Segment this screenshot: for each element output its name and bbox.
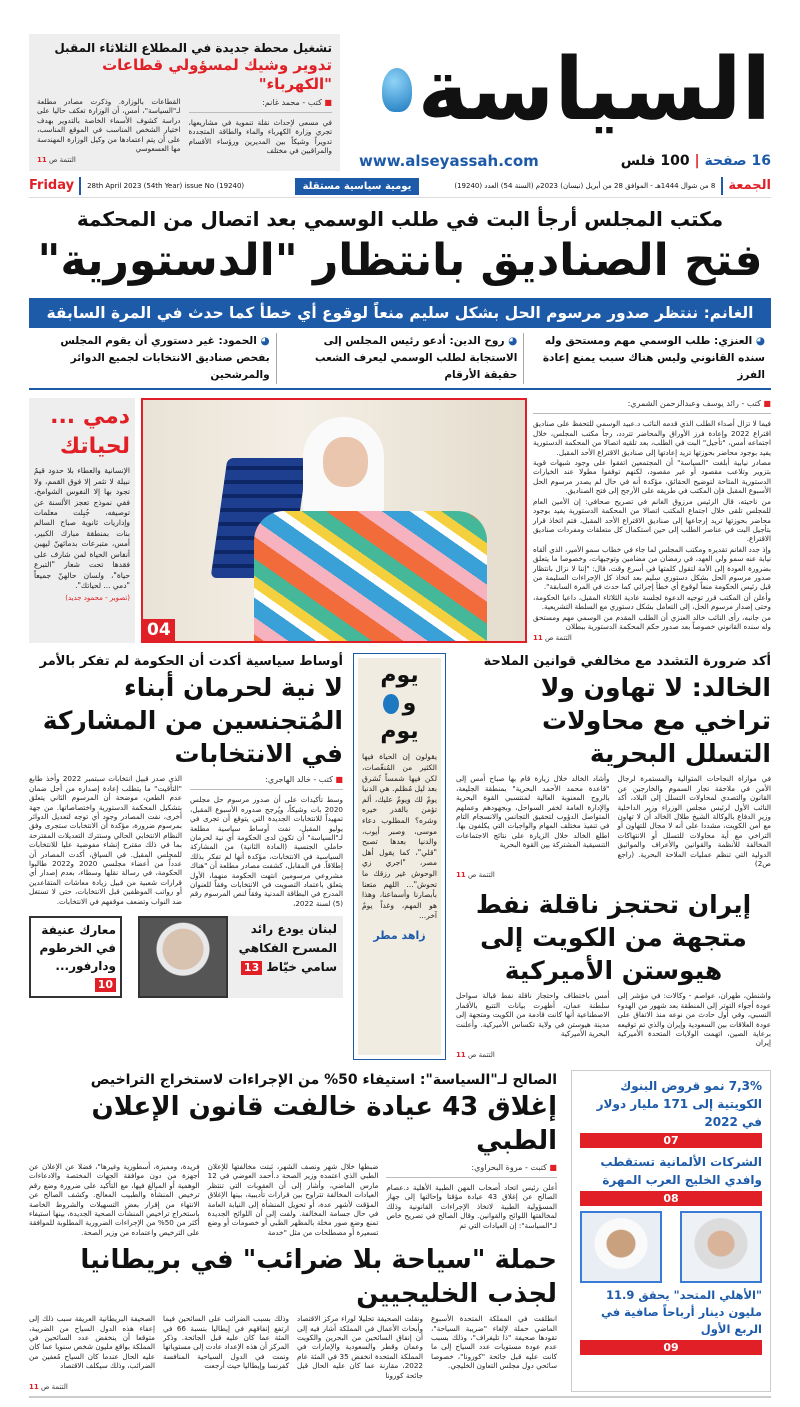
cont-label: التتمة ص: [467, 1050, 495, 1059]
site-url[interactable]: www.alseyassah.com: [359, 152, 539, 171]
left-column: [29, 653, 343, 1060]
tourism-col: الصحيفة البريطانية العريقة سبب ذلك إلى إعفاء هذه الدول السياح من الضريبة، متوقعا أن ينخفض عدد السائحين في المملكة بواقع مليون شخص سنويا عما كان عليه الحال عندما كان السياح مُعفين من الضرائب، وذلك سيكلف الاقتصاد: [29, 1314, 155, 1371]
promo-col2: القطاعات بالوزارة. وذكرت مصادر مطلعة لـ"السياسة"، أمس، أن الوزارة تعكف حاليا على دراسة كشوف الأسماء الخاصة بالتدوير بهدف اختيار الشخص المناسب في الموقع المناسب، على أن يتم اعتمادها من وكيل الوزارة المهندسة مها العسعوسي: [37, 97, 181, 154]
logo[interactable]: [359, 34, 771, 146]
day-english: Friday: [29, 177, 81, 195]
iran-col1: واشنطن، طهران، عواصم - وكالات: في مؤشر إلى عودة أجواء التوتر إلى المنطقة بعد شهور من الهدوء النسبي، وفي أول حادث من نوعه منذ الاتفاق على عودة العلاقات بين السعودية وإيران والذي تم توقيعه برعاية الصين، اتهمت الولايات المتحدة الأميركية إيران: [617, 991, 771, 1048]
naturalized-kicker: أوساط سياسية أكدت أن الحكومة لم تفكر بالأمر: [39, 654, 343, 670]
teaser-label: لبنان يودع رائد المسرح الفكاهي سامي خيّاط: [238, 922, 337, 975]
price: 100 فلس: [620, 153, 690, 170]
naturalized-byline: ■ كتب - خالد الهاجري:: [190, 774, 343, 786]
cont-page: 11: [456, 1050, 466, 1059]
clinics-col1: أعلن رئيس اتحاد أصحاب المهن الطبية الأهلية د.عصام الصالح عن إغلاق 43 عيادة مؤقتا وإحالتها إلى جهاز المسؤولية الطبية لاتخاذ الإجراءات القانونية وذلك لمخالفتها اللوائح والقوانين. وقال الصالح في تصريح خاص لـ"السياسة": إن العيادات التي تم: [386, 1182, 557, 1230]
falcon-emblem-icon: [382, 68, 412, 112]
iran-columns: [456, 991, 771, 1047]
lead-body: [533, 419, 771, 631]
teaser-lebanon[interactable]: [138, 916, 343, 998]
promo-box: [29, 34, 340, 171]
naturalized-col1: وسط تأكيدات على أن صدور مرسوم حل مجلس 2020 بات وشيكاً، ويُرجح صدوره الأسبوع المقبل، تمهيداً للانتخابات الجديدة التي يتوقع أن تجرى في يوليو المقبل، نفت أوساط سياسية مطلعة لـ"السياسة" أن تكون لدى الحكومة أي نية لحرمان حاملي الجنسية (المادة الثانية) من المشاركة السياسية في الانتخابات، مؤكدة أنها لم تفكر بذلك إطلاقاً. في المقابل، كشفت مصادر مطلعة أن "هناك مشروعي مرسومين انتهت الحكومة منهما، الأول يتعلق باعتماد التصويت في الانتخابات وفقاً للعنوان المدرج في البطاقة المدنية وفقاً لنص المرسوم رقم (5) لسنة 2022،: [190, 795, 343, 908]
cont-label: التتمة ص: [544, 634, 572, 643]
promo-right-col: [189, 97, 333, 165]
clinics-columns: [29, 1162, 557, 1237]
promo-continued: [37, 155, 181, 165]
lead-headline[interactable]: فتح الصناديق بانتظار "الدستورية": [37, 235, 763, 287]
naturalized-headline[interactable]: لا نية لحرمان أبناء المُتجنسين من المشاركة في الانتخابات: [42, 673, 343, 769]
iran-continued: [456, 1050, 771, 1060]
lead-article: [533, 398, 771, 643]
kicker-part: ": استيفاء 50% من الإجراءات لاستخراج التراخيص: [90, 1071, 433, 1088]
column-title-mid: و: [402, 691, 417, 717]
promo-col1: في مسعى لإحداث نقلة تنموية في مشاريعها، تجري وزارة الكهرباء والماء والطاقة المتجددة تدويراً وشيكاً بين المديرين ورؤساء الأقسام والمراقبين في مختلف: [188, 118, 332, 156]
clinics-col3: فريدة، ومميزة، أسطورية وغيرها"، فضلا عن الإعلان عن أجهزة من دون موافقة الجهات المختصة والادعاءات الوهمية أو المبالغ فيها، مع التأكيد على ضرورة وضع رقم ترخيص المنشأة والطبيب المعالج. وكشف الصالح عن الانتهاء من إقرار بعض التسهيلات والشروط الخاصة باستخراج تراخيص المنشآت الصحية الجديدة، بينها استيفاء أكثر من 50% من الإجراءات الضرورية المطلوبة للموافقة على الترخيص واعتماده من وزير الصحة.: [28, 1161, 200, 1237]
teasers: [29, 916, 343, 998]
khaled-columns: [456, 774, 771, 868]
khaled-kicker: أكد ضرورة التشدد مع مخالفي قوانين الملاحة: [483, 654, 771, 670]
khaled-headline[interactable]: الخالد: لا تهاون ولا تراخي مع محاولات التسلل البحرية: [540, 673, 771, 769]
masthead: [29, 34, 771, 171]
page-badge: 08: [580, 1191, 762, 1206]
promo-left-col: [37, 97, 181, 165]
teaser-text: [234, 916, 343, 998]
page-badge: 13: [241, 961, 262, 975]
cont-label: التتمة ص: [40, 1382, 68, 1391]
logo-text: السياسة: [417, 40, 771, 140]
tourism-continued: [29, 1382, 557, 1392]
teaser-text: [35, 921, 116, 993]
khaled-col2: وأشاد الخالد خلال زيارة قام بها صباح أمس إلى "قاعدة محمد الأحمد البحرية" بمنطقة الجليعة، بالروح المعنوية العالية لمنتسبي القوة البحرية والإدارة العامة لخفر السواحل، وبجهودهم وعملهم المتواصل الدؤوب لتحقيق التجانس والانسجام التام في تنفيذ مختلف المهام والواجبات التي يكلفون بها. اطلع الخالد خلال الزيارة على نتائج الاجتماعات التنسيقية المشتركة بين القوة البحرية: [456, 774, 610, 850]
date-english: 28th April 2023 (54th Year) issue No (19240): [87, 182, 245, 191]
portrait-photo: [138, 916, 228, 998]
falcon-emblem-icon: [383, 694, 399, 714]
right-column: [456, 653, 771, 1060]
promo-byline: ■ كتب - محمد غانم:: [189, 97, 333, 109]
paragraph: فيما لا تزال أصداء الطلب الذي قدمه النائب د.عبيد الوسمي للتحفظ على صناديق اقتراع 2022 وإعادة فرز الأوراق والمحاضر تتردد، رجأ مكتب المجلس، خلال اجتماعه أمس، "تأجيل" البت في الطلب، بعد تلقيه اتصالا من المحكمة الدستورية يفيد بوجود محاضر بحوزتها تريد إعادتها إلى صناديق الاقتراع الأحد المقبل.: [533, 419, 771, 457]
paragraph: من جانبه، رأى النائب خالد العنزي أن الطلب المقدم من الوسمي مهم ومستحق وله سنده القانوني خصوصاً بعد صدور حكم المحكمة الدستورية ببطلان: [533, 612, 771, 631]
clinics-right-col: [386, 1162, 557, 1237]
cont-label: التتمة ص: [48, 156, 76, 165]
executive-photo-woman: [680, 1211, 762, 1283]
page-badge: 07: [580, 1133, 762, 1148]
face: [323, 437, 369, 488]
sidebar-text: الإنسانية والعطاء بلا حدود قيمٌ نبيلة لا تثمر إلا فوق القمم، ولا تجود بها إلا النفوس الشوامخ، ففي نموذج تعجز الألسنة عن توصيفه، جُبِلت معلمات وإداريات ثانوية صباح السالم بنات بمنطقة مبارك الكبير، أمس، متبرعات بدمائهنّ ليهبن أنفاس الحياة لمن شارف على فقدها تحت شعار "التبرع حياة"، ولسان حالهنّ جميعاً "دمي ... لحياتك".: [34, 466, 130, 590]
cont-page: 11: [37, 156, 47, 165]
row-second: [29, 653, 771, 1060]
tourism-col: انطلقت في المملكة المتحدة الأسبوع الماضي حملة لإلغاء "ضريبة السياحة"، تقودها صحيفة "ذا تليغراف"، وذلك بسبب عدم عودة مستويات عدد السياح إلى ما كانت عليه قبل جائحة "كورونا"، خصوصا سائحي دول مجلس التعاون الخليجي.: [431, 1314, 557, 1371]
cont-label: التتمة ص: [467, 871, 495, 880]
clinics-byline: ■ كتبت - مروة البحراوي:: [386, 1162, 557, 1174]
clinics-headline[interactable]: إغلاق 43 عيادة خالفت قانون الإعلان الطبي: [91, 1091, 557, 1156]
date-bar: [29, 177, 771, 198]
photo-credit: (تصوير - محمود جديد): [65, 594, 130, 603]
column-author[interactable]: زاهد مطر: [373, 928, 426, 942]
column-text: يقولون إن الحياة فيها الكثير من المُنغّصات، لكن فيها شمساً تُشرق بعد ليل مُظلم. هي الدنيا يومٌ لك ويومٌ عليك، ألم تؤمن بالقدر خيره وشره؟ المطلوب دعاء موسى، وصبر أيوب، والدنيا بعدها تصبح "قلي"، كما يقول أهل مصر، "اجري زي الوحوش غير رزقك ما تحوش"... اللهم متعنا بأبصارنا وأسماعنا، وهذا هو المهم، وغداً يومٌ آخر...: [362, 752, 437, 921]
tourism-columns: [29, 1314, 557, 1380]
lead-kicker: مكتب المجلس أرجأ البت في طلب الوسمي بعد اتصال من المحكمة: [76, 207, 724, 232]
column-inner: [358, 658, 441, 1055]
cont-page: 11: [29, 1382, 39, 1391]
paragraph: وأعلن أن المكتب قرر توجيه الدعوة لجلسة عادية الثلاثاء المقبل، داعيا الحكومة، وحتى إصدار مرسوم الحل، إلى التعامل بشكل دستوري مع السلطة التشريعية.: [533, 592, 771, 612]
cont-page: 11: [456, 871, 466, 880]
logo-area: [359, 34, 771, 171]
kicker-brand: السياسة: [432, 1071, 491, 1088]
lead-banner: الغانم: ننتظر صدور مرسوم الحل بشكل سليم منعاً لوقوع أي خطأ كما حدث في المرة السابقة: [29, 298, 771, 328]
econ-item-2[interactable]: الشركات الألمانية تستقطب وافدي الخليج العرب المهرة: [600, 1154, 762, 1187]
naturalized-columns: [29, 774, 343, 908]
front-page: [29, 34, 771, 1398]
iran-headline[interactable]: إيران تحتجز ناقلة نفط متجهة من الكويت إلى هيوستن الأميركية: [475, 890, 752, 986]
column-title-top: يوم: [380, 663, 419, 689]
divider: [189, 112, 333, 113]
executive-photo-man: [580, 1211, 662, 1283]
teaser-khartoum[interactable]: [29, 916, 122, 998]
date-arabic: 8 من شوال 1444هـ - الموافق 28 من أبريل (نيسان) 2023م (السنة 54) العدد (19240): [454, 181, 716, 190]
row-third: [29, 1070, 771, 1392]
masthead-footer: [359, 151, 771, 171]
paragraph: وإذ جدد الغانم تقديره ومكتب المجلس لما جاء في خطاب سمو الأمير، الذي ألقاه نيابة عنه سمو ولي العهد، في رمضان من مضامين وتوجيهات، وخصوصا ما يتعلق بضرورة العودة إلى الأمة لتقول كلمتها في أسرع وقت، قال: "إننا لا نزال بانتظار صدور مرسوم الحل بشكل دستوري سليم بعد اتخاذ كل الإجراءات السليمة من قبل رئيس الحكومة منعاً لوقوع أي خطأ إجرائي كما حدث في المرة السابقة".: [533, 544, 771, 592]
promo-columns: [37, 97, 332, 165]
promo-headline[interactable]: تدوير وشيك لمسؤولي قطاعات "الكهرباء": [102, 56, 332, 93]
globe-icon: ◕: [752, 335, 765, 348]
sidebar-box: [29, 398, 135, 643]
quote-1: [523, 333, 771, 384]
divider: [386, 1177, 557, 1178]
khaled-col1: في موازاة النجاحات المتوالية والمستمرة لرجال الأمن في ملاحقة تجار السموم والخارجين عن القانون والتصدي لمحاولات التسلل إلى البلاد، أكد النائب الأول لرئيس مجلس الوزراء وزير الداخلية وزير الدفاع بالوكالة الشيخ طلال الخالد أن لا تهاون مع أمن الكويت، مشددا على أنه لا مجال للتهاون أو التراخي مع أية محاولات للتسلل أو الانتهاكات المخالفة للأنظمة والقوانين والأعراف والمواثيق الدولية التي تنظم عمليات الملاحة البحرية. (راجع ص2): [617, 774, 771, 869]
econ-item-3[interactable]: "الأهلي المتحد" يحقق 11.9 مليون دينار أرباحاً صافية في الربع الأول: [601, 1287, 762, 1336]
quote-text: روح الدين: أدعو رئيس المجلس إلى الاستجابة لطلب الوسمي ليعرف الشعب حقيقة الأرقام: [315, 335, 518, 382]
column-title-mid-row: [362, 690, 437, 718]
globe-icon: ◕: [504, 335, 518, 348]
page-count-price: 16 صفحة | 100 فلس: [620, 153, 771, 170]
tourism-col: وذلك بسبب الضرائب على السائحين فيما ارتفع إنفاقهم في إيطاليا بنسبة 66 في المئة عما كان عليه قبل الجائحة. وذكر المركز أن هذه الإعداد عادت إلى مستوياتها ونمت في الدول السياحية المنافسة كفرنسا وإيطاليا حيث أرجعت: [163, 1314, 289, 1371]
globe-icon: ◕: [256, 335, 270, 348]
quote-3: [29, 333, 276, 384]
cont-page: 11: [533, 634, 543, 643]
paragraph: مصادر نيابية أبلغت "السياسة" أن المجتمعين اتفقوا على وجود شبهات قوية بتزوير وتلاعب مقصود أو غير مقصود، لكنهم توقفوا مطولا عند الخيارات الدستورية المتاحة لتوضيح الحقائق، مؤكدة أنه في حال لم يصدر مرسوم الحل الأسبوع المقبل فإن المكتب في طريقه على الأرجح إلى فتح الصناديق.: [533, 458, 771, 496]
iran-col2: أمس باختطاف واحتجاز ناقلة نفط قبالة سواحل سلطنة عمان، أظهرت بيانات التتبع بالأقمار الاصطناعية أنها كانت قادمة من الكويت ومتجهة إلى مدينة هيوستن في ولاية تكساس الأميركية. وأعلنت البحرية الأميركية: [456, 991, 610, 1039]
teaser-label: معارك عنيفة في الخرطوم ودارفور...: [39, 923, 116, 974]
divider: [29, 388, 771, 390]
bottom-left: [29, 1070, 557, 1392]
sidebar-headline[interactable]: دمي ... لحياتك: [50, 404, 130, 460]
naturalized-right-col: [190, 774, 343, 908]
column-title-bottom: يوم: [380, 719, 419, 745]
page-badge: 09: [580, 1340, 762, 1355]
tagline: يومية سياسية مستقلة: [295, 178, 420, 195]
kicker-part: الصالح لـ": [490, 1071, 557, 1088]
khaled-continued: [456, 870, 771, 880]
bottom-rule: [29, 1396, 771, 1398]
quote-text: الحمود: غير دستوري أن يقوم المجلس بفحص صناديق الانتخابات لجميع الدوائر والمرشحين: [60, 335, 270, 382]
executive-photos: [580, 1211, 762, 1283]
blood-donation-photo: [141, 398, 527, 643]
page-badge: 10: [95, 978, 116, 992]
lead-quotes: [29, 333, 771, 384]
row-lead: [29, 398, 771, 643]
divider: [533, 413, 771, 414]
paragraph: من ناحيته، قال الرئيس مرزوق الغانم في تصريح صحافي: إن الأمين العام للمجلس تلقى خلال اجتماع المكتب اتصالا من المحكمة الدستورية يفيد بوجود محاضر بحوزتها تريد إرجاعها إلى صناديق الاقتراع الأحد المقبل، فتم اتخاذ قرار بتأجيل البت في عناصر الطلب إلى حين استكمال كل متعلقات ومفردات صناديق الاقتراع.: [533, 496, 771, 544]
economy-box: [571, 1070, 771, 1392]
day-arabic: الجمعة: [721, 177, 771, 195]
clinics-kicker: [29, 1070, 557, 1090]
lead-continued: [533, 633, 771, 643]
divider: [190, 789, 343, 790]
clinics-col2: ضبطها خلال شهر ونصف الشهر، ثبتت مخالفتها للإعلان الطبي الذي اعتمده وزير الصحة د.أحمد العوضي في 12 مارس الماضي، وأشار إلى أن العقوبات التي تنتظر العيادات المخالفة تتراوح بين قرارات تأديبية، بينها الإغلاق المؤقت لأشهر عدة، أو تحويل المنشأة إلى النيابة العامة في حال جسامة المخالفة. ولفت إلى أن اللوائح الجديدة تمنع وضع صور مخلة بالمظهر الطبي أو خصومات أو وضع تسعيرة أو مصطلحات من مثل "خدمة: [207, 1161, 379, 1237]
colorful-dress: [254, 511, 487, 643]
econ-item-1[interactable]: 7,3% نمو قروض البنوك الكويتية إلى 171 مليار دولار في 2022: [596, 1078, 762, 1129]
tourism-headline[interactable]: حملة "سياحة بلا ضرائب" في بريطانيا لجذب الخليجيين: [80, 1245, 557, 1310]
naturalized-col2: الذي صدر قبيل انتخابات سبتمبر 2022 وأخذ طابع "التأقيت" ما يتطلب إعادة إصداره من أجل ضمان عدم الطعن، موضحة أن المرسوم الثاني يتعلق بتشكيل المحكمة الدستورية واختصاصاتها. من جهة أخرى، نفت المصادر وجود أي توجه لتعديل الدوائر بمرسوم ضرورة، مؤكدة أن الانتخابات ستجرى وفق النظام الانتخابي الحالي وستترك التعديلات المقترحة بما في ذلك مقترح إنشاء مفوضية عليا للانتخابات للمجلس المقبل. في السياق، أكدت المصادر أن عدداً من أعضاء مجلسي 2020 و2022 طالبوا الحكومة، في رسالة نقلها وسطاء، بعدم إصدار أي قرارات شعبية من قبيل زيادة معاشات المتقاعدين أو رواتب الموظفين قبل الانتخابات، حتى لا تستغل ضد النواب وتضعف موقفهم في الانتخابات.: [29, 774, 182, 906]
quote-text: العنزي: طلب الوسمي مهم ومستحق وله سنده القانوني وليس هناك سبب يمنع إعادة الفرز: [542, 335, 765, 382]
page-count: 16 صفحة: [704, 153, 771, 170]
quote-2: [276, 333, 524, 384]
opinion-column: [353, 653, 446, 1060]
page-badge[interactable]: 04: [143, 619, 175, 641]
tourism-col: ونقلت الصحيفة تحليلا لوراء مركز الاقتصاد وأبحاث الأعمال في المملكة أشار فيه إلى أن إنفاق السائحين من البحرين والكويت وعمان وقطر والسعودية والإمارات في المملكة المتحدة انخفض 35 في المئة عام 2022، مقارنة عما كان عليه الحال قبل جائحة كورونا: [297, 1314, 423, 1380]
lead-byline: ■ كتب - رائد يوسف وعبدالرحمن الشمري:: [533, 398, 771, 410]
promo-kicker: تشغيل محطة جديدة في المطلاع الثلاثاء المقبل: [54, 41, 332, 55]
